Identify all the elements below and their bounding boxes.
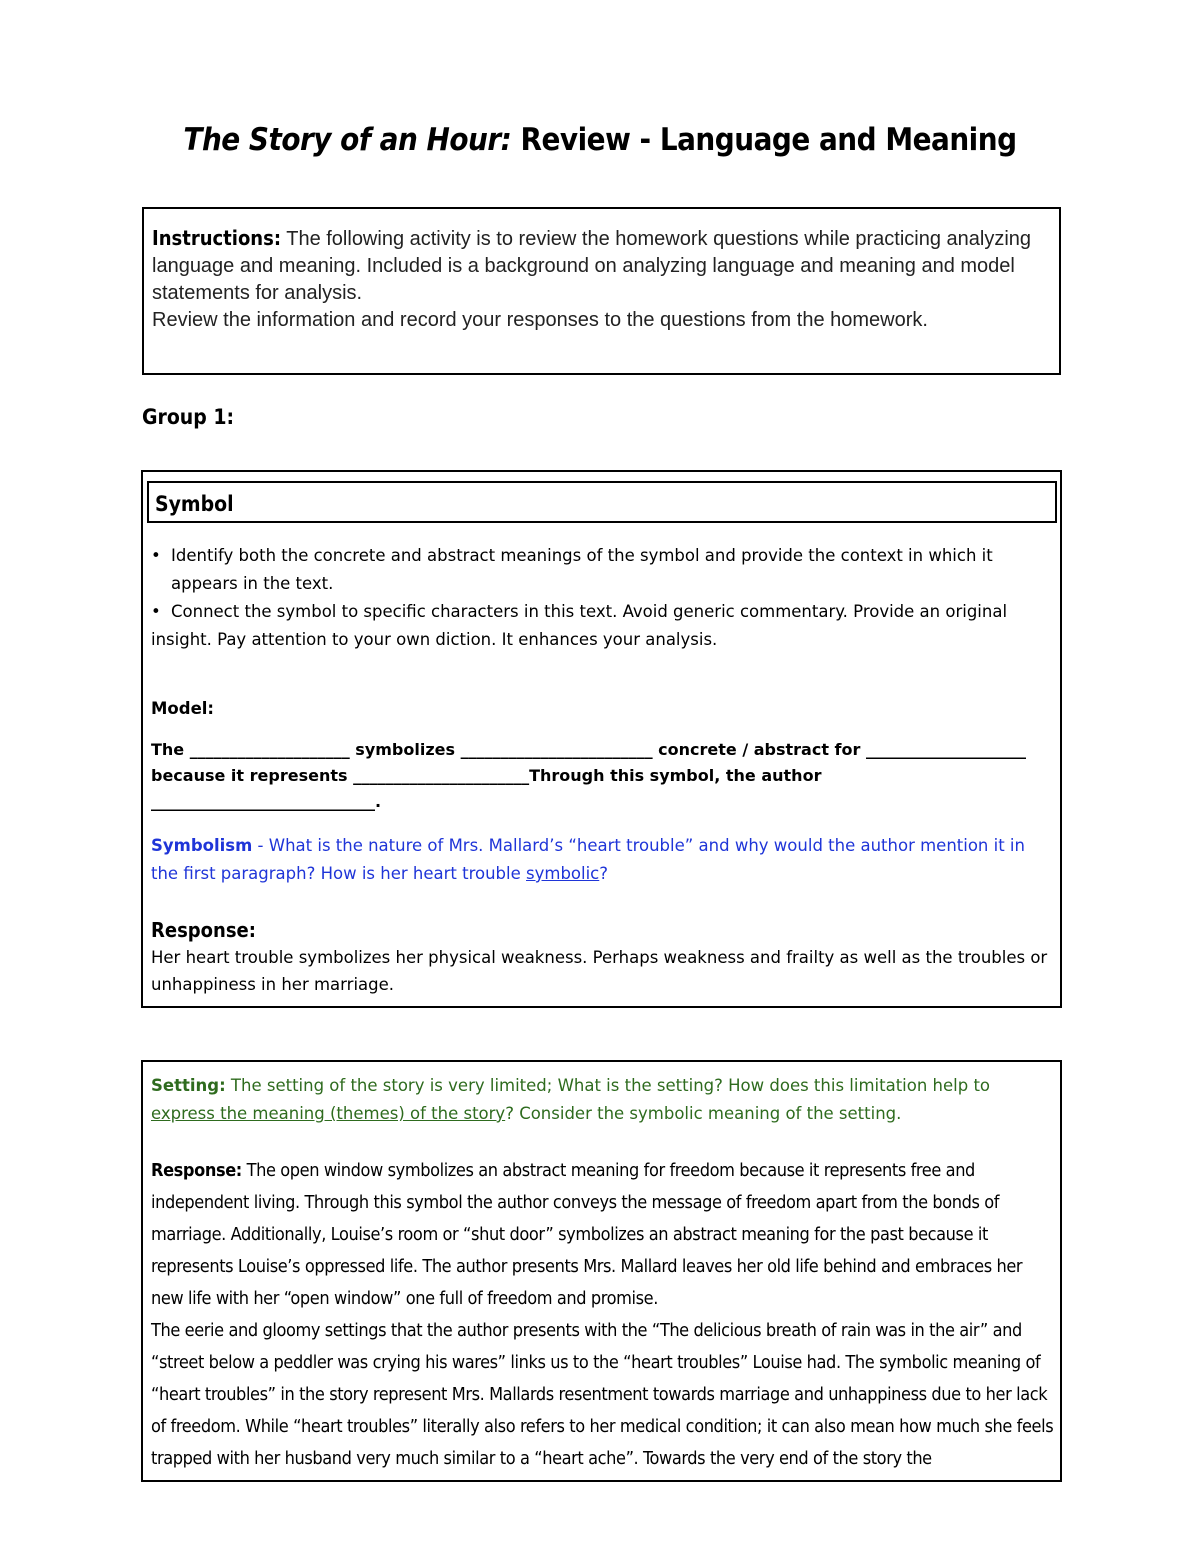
bullet-item	[151, 542, 1051, 598]
setting-label: Setting:	[151, 1076, 226, 1095]
instructions-text: The following activity is to review the homework questions while practicing analyzing language and meaning. Included is a background on analyzing language and meaning and model statements for analysis.	[152, 228, 1032, 304]
setting-q2: ? Consider the symbolic meaning of the setting.	[505, 1104, 902, 1123]
bullet-item	[151, 598, 1051, 654]
bullet-text-1: Identify both the concrete and abstract meanings of the symbol and provide the context in which it appears in the text.	[171, 546, 993, 593]
symbolism-text: - What is the nature of Mrs. Mallard’s “heart trouble” and why would the author mention it in the first paragraph? How is her heart trouble	[151, 836, 1025, 883]
setting-box	[141, 1060, 1062, 1482]
instructions-label: Instructions:	[152, 226, 282, 250]
setting-response-p1	[151, 1155, 1056, 1315]
page-title	[0, 122, 1200, 158]
instructions-text-2: Review the information and record your responses to the questions from the homework.	[152, 309, 928, 331]
symbolism-question	[151, 832, 1051, 888]
setting-response-text-1: The open window symbolizes an abstract meaning for freedom because it represents free and independent living. Through this symbol the author conveys the message of freedom apart from the bonds of marriage. Additionally, Louise’s room or “shut door” symbolizes an abstract meaning for the past because it represents Louise’s oppressed life. The author presents Mrs. Mallard leaves her old life behind and embraces her new life with her “open window” one full of freedom and promise.	[151, 1160, 1023, 1309]
symbol-heading: Symbol	[147, 481, 1057, 523]
setting-response-text-2: The eerie and gloomy settings that the author presents with the “The delicious breath of rain was in the air” and “street below a peddler was crying his wares” links us to the “heart troubles” Louise had. The symbolic meaning of “heart troubles” in the story represent Mrs. Mallards resentment towards marriage and unhappiness due to her lack of freedom. While “heart troubles” literally also refers to her medical condition; it can also mean how much she feels trapped with her husband very much similar to a “heart ache”. Towards the very end of the story the	[151, 1320, 1054, 1469]
setting-question	[151, 1072, 1051, 1128]
title-rest: Review - Language and Meaning	[511, 122, 1017, 158]
response-text: Her heart trouble symbolizes her physical weakness. Perhaps weakness and frailty as well as the troubles or unhappiness in her marriage.	[151, 948, 1048, 994]
model-text: The ____________________ symbolizes ________________________ concrete / abstract for ____________________ because it represents ______________________Through this symbol, the author ____________________________.	[151, 740, 1026, 811]
bullet-icon: •	[151, 602, 161, 621]
setting-q-underlined: express the meaning (themes) of the story	[151, 1104, 506, 1123]
setting-response-label: Response:	[151, 1160, 242, 1181]
bullet-icon: •	[151, 546, 161, 565]
model-label: Model:	[151, 699, 215, 718]
symbol-box	[141, 470, 1062, 1008]
symbolism-end: ?	[599, 864, 609, 883]
setting-q1: The setting of the story is very limited; What is the setting? How does this limitation help to	[225, 1076, 991, 1095]
symbolism-label: Symbolism	[151, 836, 253, 855]
symbol-bullets	[151, 542, 1051, 654]
symbolic-link: symbolic	[526, 864, 600, 883]
setting-response	[151, 1155, 1056, 1475]
group-heading: Group 1:	[142, 405, 235, 429]
instructions-box	[142, 207, 1061, 375]
response-label: Response:	[151, 918, 256, 942]
bullet-text-2: Connect the symbol to specific characters in this text. Avoid generic commentary. Provide an original insight. Pay attention to your own diction. It enhances your analysis.	[151, 602, 1008, 649]
title-italic: The Story of an Hour:	[183, 122, 512, 158]
